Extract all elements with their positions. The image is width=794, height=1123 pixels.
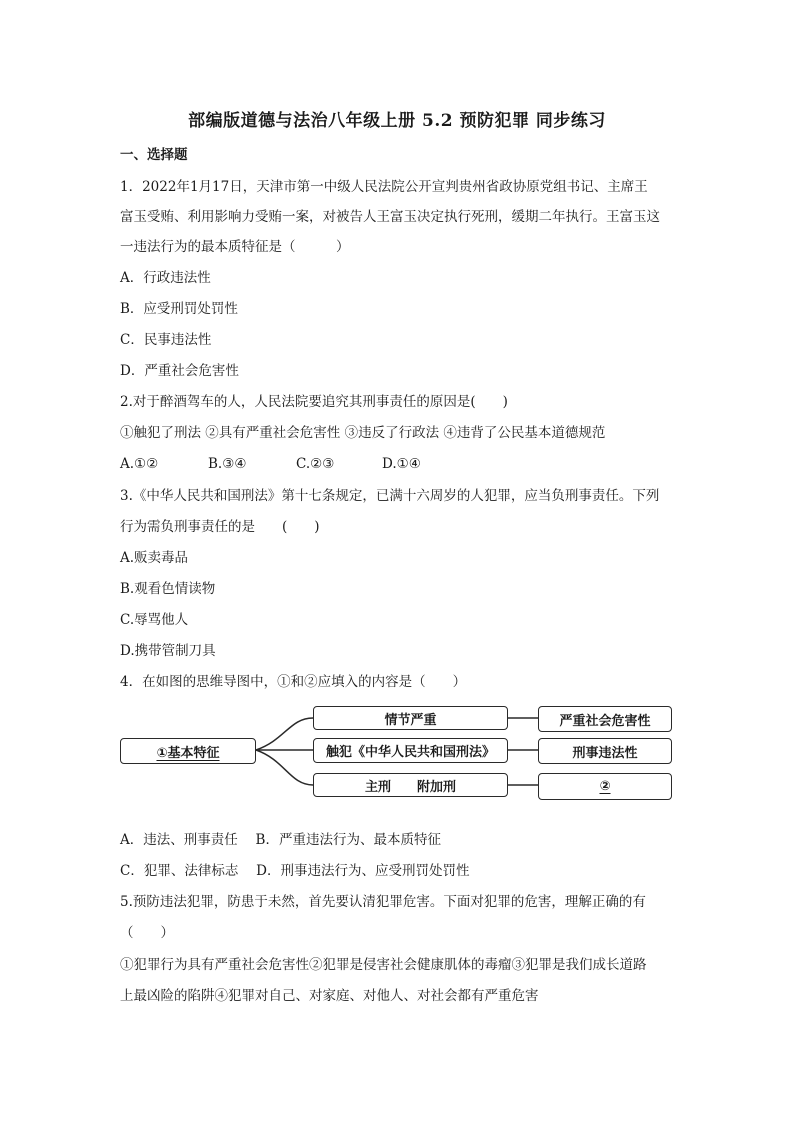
q5-stem-line-1: 5.预防违法犯罪，防患于未然，首先要认清犯罪危害。下面对犯罪的危害，理解正确的有 <box>120 894 646 910</box>
q2-stem: 2.对于醉酒驾车的人，人民法院要追究其刑事责任的原因是( ) <box>120 394 508 410</box>
q5-statements-line-1: ①犯罪行为具有严重社会危害性②犯罪是侵害社会健康肌体的毒瘤③犯罪是我们成长道路 <box>120 957 647 973</box>
q1-stem-line-2: 富玉受贿、利用影响力受贿一案，对被告人王富玉决定执行死刑，缓期二年执行。王富玉这 <box>120 209 660 225</box>
q1-option-b: B．应受刑罚处罚性 <box>120 301 238 317</box>
q2-option-d: D.①④ <box>382 456 421 472</box>
document-title: 部编版道德与法治八年级上册 5.2 预防犯罪 同步练习 <box>188 111 606 131</box>
q3-stem-line-2: 行为需负刑事责任的是 ( ) <box>120 519 320 535</box>
connector-root-branch-1 <box>256 718 313 750</box>
q2-statements: ①触犯了刑法 ②具有严重社会危害性 ③违反了行政法 ④违背了公民基本道德规范 <box>120 425 606 441</box>
q1-stem-line-1: 1．2022年1月17日，天津市第一中级人民法院公开宣判贵州省政协原党组书记、主席王 <box>120 179 648 195</box>
q1-option-d: D．严重社会危害性 <box>120 363 239 379</box>
q4-stem: 4．在如图的思维导图中，①和②应填入的内容是（ ） <box>120 674 467 690</box>
q4-options-row-1: A．违法、刑事责任 B．严重违法行为、最本质特征 <box>120 832 441 848</box>
q1-option-c: C．民事违法性 <box>120 332 212 348</box>
q3-option-d: D.携带管制刀具 <box>120 643 216 659</box>
q3-stem-line-1: 3.《中华人民共和国刑法》第十七条规定，已满十六周岁的人犯罪，应当负刑事责任。下列 <box>120 488 660 504</box>
q3-option-b: B.观看色情读物 <box>120 581 216 597</box>
q2-option-b: B.③④ <box>208 456 247 472</box>
q4-options-row-2: C．犯罪、法律标志 D．刑事违法行为、应受刑罚处罚性 <box>120 863 470 879</box>
mindmap-root-node: ①基本特征 <box>120 738 256 764</box>
mindmap-result-1: 严重社会危害性 <box>538 706 672 732</box>
q1-option-a: A．行政违法性 <box>120 270 211 286</box>
q2-option-a: A.①② <box>120 456 159 472</box>
mindmap-result-2: 刑事违法性 <box>538 738 672 764</box>
q5-stem-line-2: （ ） <box>120 925 174 941</box>
connector-root-branch-3 <box>256 750 313 785</box>
q2-option-c: C.②③ <box>296 456 335 472</box>
mindmap-branch-3: 主刑 附加刑 <box>313 773 508 797</box>
section-heading: 一、选择题 <box>120 147 188 163</box>
q5-statements-line-2: 上最凶险的陷阱④犯罪对自己、对家庭、对他人、对社会都有严重危害 <box>120 988 539 1004</box>
mindmap-result-3: ② <box>538 773 672 800</box>
q3-option-c: C.辱骂他人 <box>120 612 189 628</box>
q3-option-a: A.贩卖毒品 <box>120 550 189 566</box>
q1-stem-line-3: 一违法行为的最本质特征是（ ） <box>120 239 350 255</box>
mindmap-branch-1: 情节严重 <box>313 706 508 730</box>
mindmap-branch-2: 触犯《中华人民共和国刑法》 <box>313 738 508 763</box>
